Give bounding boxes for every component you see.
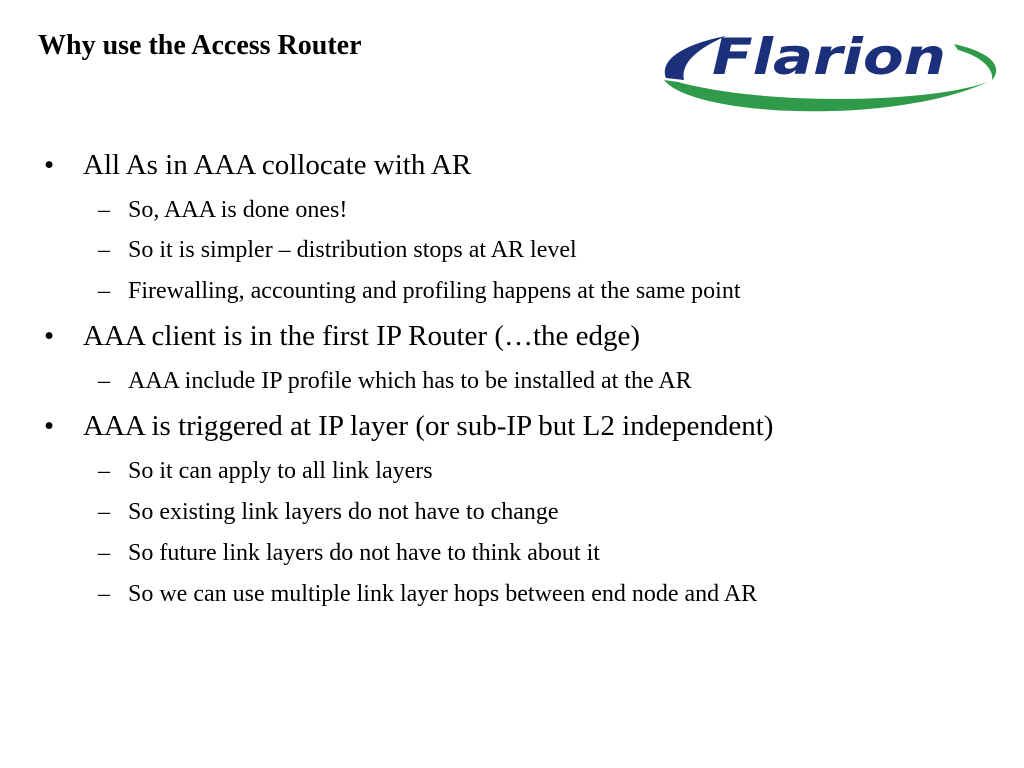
sub-bullet-text: So, AAA is done ones! bbox=[128, 197, 348, 223]
logo-swoosh-green-tail bbox=[954, 44, 996, 80]
sub-bullet-text: So existing link layers do not have to change bbox=[128, 499, 559, 525]
bullet-marker: • bbox=[44, 149, 55, 181]
sub-bullet-text: Firewalling, accounting and profiling happens at the same point bbox=[128, 278, 741, 304]
sub-bullet-marker: – bbox=[98, 368, 110, 394]
bullet-marker: • bbox=[44, 320, 55, 352]
bullet-text: All As in AAA collocate with AR bbox=[83, 149, 472, 181]
sub-bullet-marker: – bbox=[98, 278, 110, 304]
bullet-text: AAA client is in the first IP Router (…the edge) bbox=[83, 320, 641, 352]
flarion-logo bbox=[654, 22, 1000, 118]
bullet-text: AAA is triggered at IP layer (or sub-IP but L2 independent) bbox=[83, 410, 774, 442]
sub-bullet-text: So we can use multiple link layer hops between end node and AR bbox=[128, 581, 758, 607]
sub-bullet-text: So it can apply to all link layers bbox=[128, 458, 433, 484]
logo-wordmark: Flarion bbox=[712, 28, 946, 86]
sub-bullet-marker: – bbox=[98, 540, 110, 566]
slide-title: Why use the Access Router bbox=[38, 30, 362, 61]
sub-bullet-text: So it is simpler – distribution stops at AR level bbox=[128, 237, 577, 263]
sub-bullet-marker: – bbox=[98, 458, 110, 484]
sub-bullet-text: AAA include IP profile which has to be installed at the AR bbox=[128, 368, 692, 394]
sub-bullet-marker: – bbox=[98, 197, 110, 223]
sub-bullet-text: So future link layers do not have to think about it bbox=[128, 540, 600, 566]
sub-bullet-marker: – bbox=[98, 499, 110, 525]
bullet-marker: • bbox=[44, 410, 55, 442]
sub-bullet-marker: – bbox=[98, 581, 110, 607]
sub-bullet-marker: – bbox=[98, 237, 110, 263]
